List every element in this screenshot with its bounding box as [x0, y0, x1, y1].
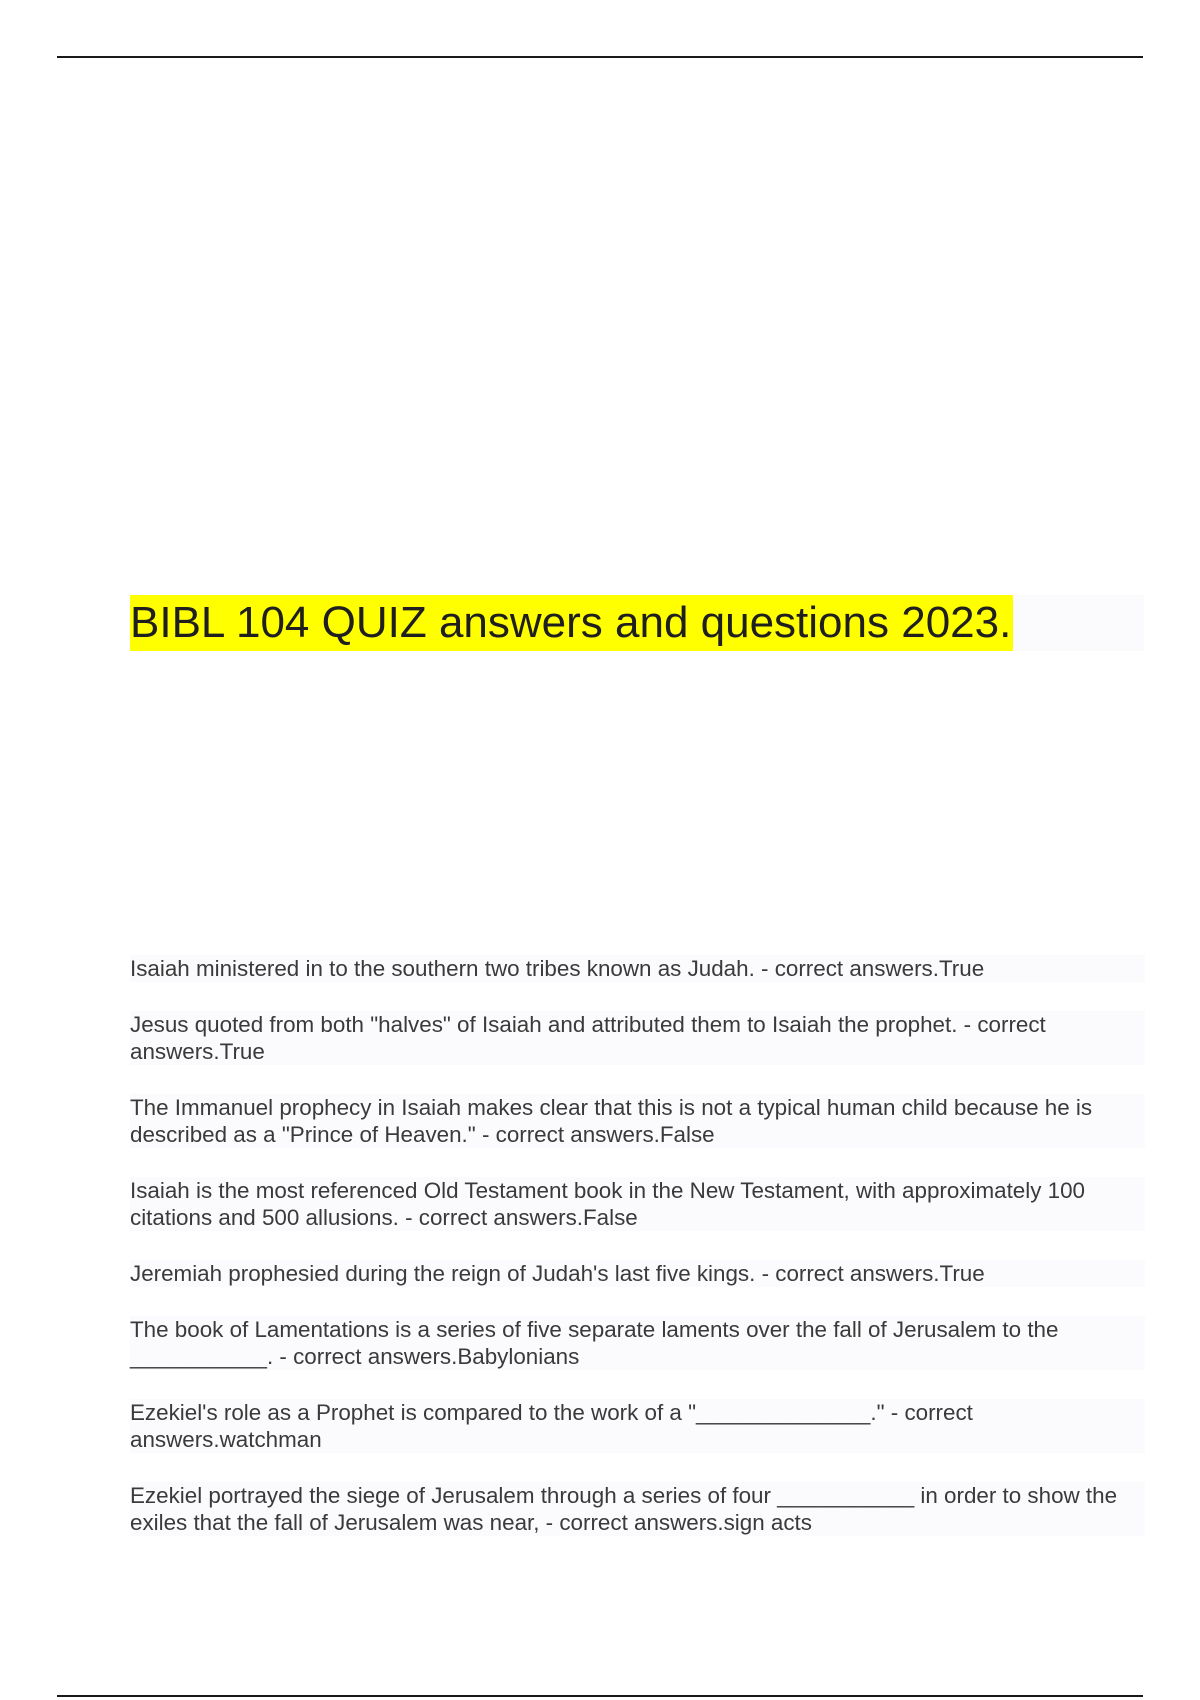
qa-item: Ezekiel's role as a Prophet is compared to the work of a "______________." - correct answers.watchman	[130, 1399, 1145, 1453]
qa-item: Jesus quoted from both "halves" of Isaiah and attributed them to Isaiah the prophet. - correct answers.True	[130, 1011, 1145, 1065]
footer-rule	[57, 1695, 1143, 1697]
qa-item: Isaiah is the most referenced Old Testament book in the New Testament, with approximately 100 citations and 500 allusions. - correct answers.False	[130, 1177, 1145, 1231]
qa-item: The book of Lamentations is a series of five separate laments over the fall of Jerusalem to the ___________. - correct answers.Babylonians	[130, 1316, 1145, 1370]
header-rule	[57, 56, 1143, 58]
qa-item: Isaiah ministered in to the southern two tribes known as Judah. - correct answers.True	[130, 955, 1145, 982]
qa-item: Jeremiah prophesied during the reign of Judah's last five kings. - correct answers.True	[130, 1260, 1145, 1287]
document-title: BIBL 104 QUIZ answers and questions 2023.	[130, 595, 1013, 651]
qa-item: Ezekiel portrayed the siege of Jerusalem through a series of four ___________ in order to show the exiles that the fall of Jerusalem was near, - correct answers.sign acts	[130, 1482, 1145, 1536]
qa-list	[130, 955, 1145, 1565]
qa-item: The Immanuel prophecy in Isaiah makes clear that this is not a typical human child because he is described as a "Prince of Heaven." - correct answers.False	[130, 1094, 1145, 1148]
title-block	[130, 595, 1144, 651]
